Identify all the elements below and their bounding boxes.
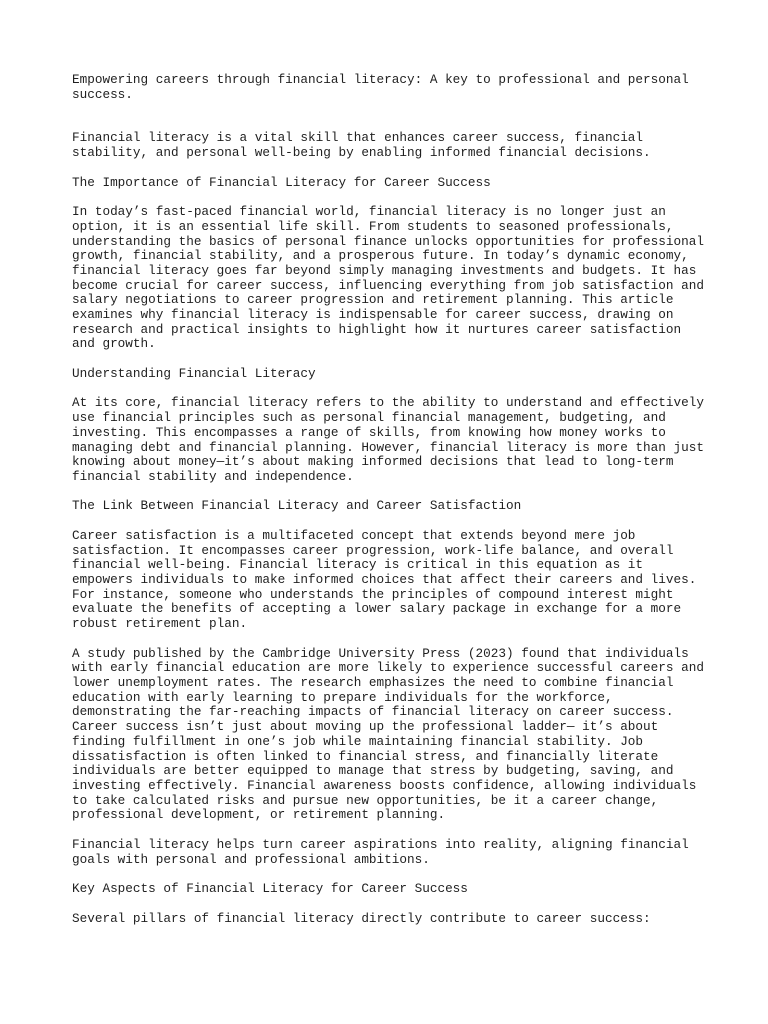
section-heading-understanding: Understanding Financial Literacy [72, 365, 316, 381]
section-heading-key-aspects: Key Aspects of Financial Literacy for Career Success [72, 881, 468, 897]
section-heading-link: The Link Between Financial Literacy and Career Satisfaction [72, 498, 522, 514]
paragraph-key-aspects-1: Several pillars of financial literacy directly contribute to career success: [72, 910, 651, 926]
document-title: Empowering careers through financial literacy: A key to professional and personal success. [72, 72, 689, 102]
paragraph-link-3: Financial literacy helps turn career aspirations into reality, aligning financial goals with personal and professional ambitions. [72, 836, 689, 867]
paragraph-understanding-1: At its core, financial literacy refers to the ability to understand and effectively use financial principles such as personal financial management, budgeting, and investing. This encompasses a range of skills, from knowing how money works to managing debt and financial planning. However, financial literacy is more than just knowing about money—it’s about making informed decisions that lead to long-term financial stability and independence. [72, 395, 704, 484]
paragraph-link-1: Career satisfaction is a multifaceted concept that extends beyond mere job satisfaction. It encompasses career progression, work-life balance, and overall financial well-being. Financial literacy is critical in this equation as it empowers individuals to make informed choices that affect their careers and lives. For instance, someone who understands the principles of compound interest might evaluate the benefits of accepting a lower salary package in exchange for a more robust retirement plan. [72, 527, 697, 632]
paragraph-importance-1: In today’s fast-paced financial world, financial literacy is no longer just an option, it is an essential life skill. From students to seasoned professionals, understanding the basics of personal finance unlocks opportunities for professional growth, financial stability, and a prosperous future. In today’s dynamic economy, financial literacy goes far beyond simply managing investments and budgets. It has become crucial for career success, influencing everything from job satisfaction and salary negotiations to career progression and retirement planning. This article examines why financial literacy is indispensable for career success, drawing on research and practical insights to highlight how it nurtures career satisfaction and growth. [72, 204, 704, 352]
paragraph-link-2: A study published by the Cambridge University Press (2023) found that individuals with early financial education are more likely to experience successful careers and lower unemployment rates. The research emphasizes the need to combine financial education with early learning to prepare individuals for the workforce, demonstrating the far-reaching impacts of financial literacy on career success. Career success isn’t just about moving up the professional ladder— it’s about finding fulfillment in one’s job while maintaining financial stability. Job dissatisfaction is often linked to financial stress, and financially literate individuals are better equipped to manage that stress by budgeting, saving, and investing effectively. Financial awareness boosts confidence, allowing individuals to take calculated risks and pursue new opportunities, be it a career change, professional development, or retirement planning. [72, 645, 704, 823]
summary-paragraph: Financial literacy is a vital skill that enhances career success, financial stability, and personal well-being by enabling informed financial decisions. [72, 130, 651, 161]
section-heading-importance: The Importance of Financial Literacy for Career Success [72, 174, 491, 190]
document-body [72, 73, 712, 941]
